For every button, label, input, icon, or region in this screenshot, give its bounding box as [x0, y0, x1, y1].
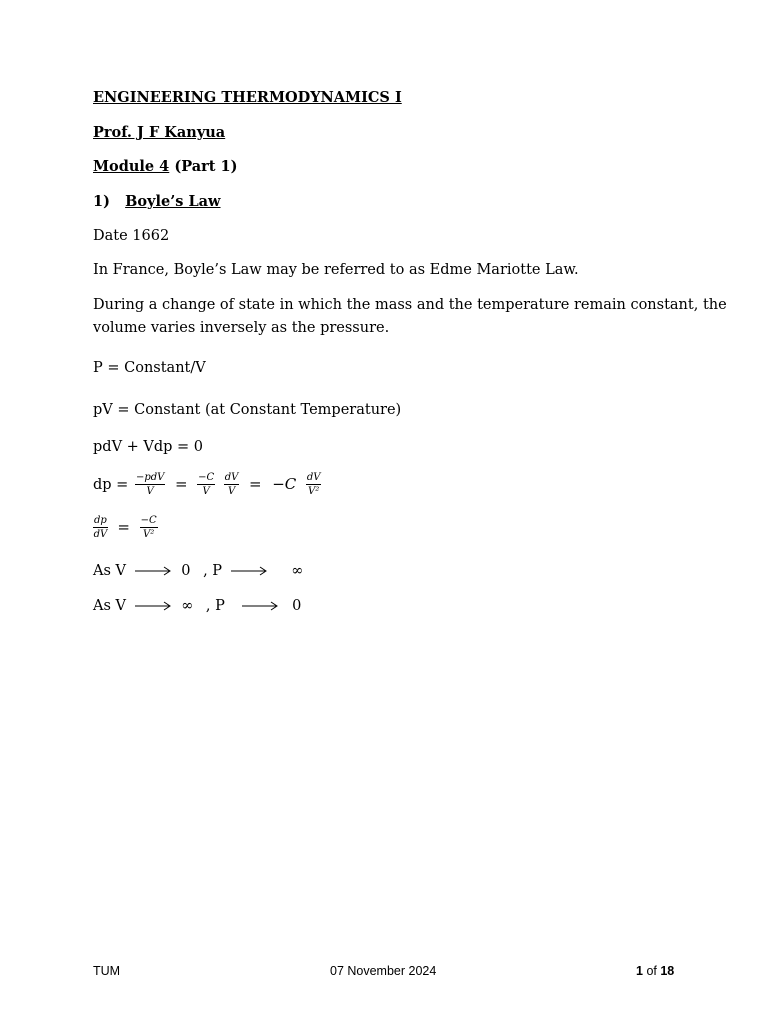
module-label: Module 4	[93, 158, 170, 175]
arrow-right-icon	[135, 601, 173, 611]
limit2-lhs: As V	[93, 598, 126, 614]
limit1-separator: , P	[203, 563, 223, 579]
module-heading	[93, 158, 237, 175]
limit1-lhs: As V	[93, 563, 126, 579]
arrow-right-icon	[231, 566, 269, 576]
eq4-constant: −C	[272, 475, 297, 493]
page-current: 1	[636, 964, 643, 978]
equation-1: P = Constant/V	[93, 360, 206, 376]
footer-left: TUM	[93, 964, 121, 978]
equation-4	[93, 473, 323, 497]
arrow-right-icon	[242, 601, 280, 611]
arrow-right-icon	[135, 566, 173, 576]
eq5-fraction-2: $\frac{-C}{\text{V²}}$	[140, 515, 157, 540]
limit1-v-value: 0	[181, 563, 191, 579]
equation-5	[93, 516, 160, 540]
section-number: 1)	[93, 193, 110, 210]
equation-2: pV = Constant (at Constant Temperature)	[93, 402, 402, 418]
footer-date: 07 November 2024	[330, 964, 437, 978]
page-total: 18	[660, 964, 675, 978]
limit-line-2	[93, 598, 301, 614]
module-part: (Part 1)	[169, 158, 238, 175]
eq5-fraction-1: $\frac{dp}{dV}$	[93, 515, 108, 540]
limit2-v-value: ∞	[181, 598, 194, 614]
eq4-fraction-2: $\frac{-C}{V}$	[198, 472, 215, 497]
section-heading	[93, 193, 221, 210]
course-title: ENGINEERING THERMODYNAMICS I	[93, 89, 402, 106]
limit2-p-value: 0	[292, 598, 302, 614]
limit1-p-value: ∞	[291, 563, 304, 579]
equation-3: pdV + Vdp = 0	[93, 439, 204, 455]
date-line: Date 1662	[93, 228, 170, 244]
section-title: Boyle’s Law	[125, 193, 221, 210]
page-number	[636, 964, 674, 978]
eq4-equals-2: =	[249, 475, 262, 493]
eq5-equals: =	[117, 518, 130, 536]
eq4-equals-1: =	[174, 475, 188, 493]
eq4-fraction-1: $\frac{\text{−pdV}}{V}$	[135, 472, 165, 497]
france-paragraph: In France, Boyle’s Law may be referred to as Edme Mariotte Law.	[93, 262, 579, 278]
limit2-separator: , P	[205, 598, 225, 614]
eq4-fraction-3: $\frac{dV}{V}$	[224, 472, 239, 497]
definition-line-2: volume varies inversely as the pressure.	[93, 320, 390, 336]
eq4-lhs: dp =	[93, 477, 129, 493]
definition-line-1: During a change of state in which the mass and the temperature remain constant, the	[93, 297, 727, 313]
page-of: of	[646, 964, 657, 978]
eq4-fraction-4: $\frac{dV}{\text{V²}}$	[306, 472, 321, 497]
professor-name: Prof. J F Kanyua	[93, 124, 226, 141]
limit-line-1	[93, 563, 303, 579]
